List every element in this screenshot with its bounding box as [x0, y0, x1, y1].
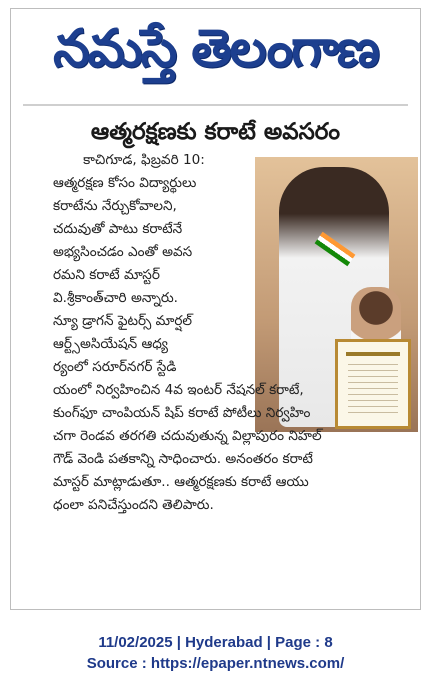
article-body — [53, 149, 403, 517]
newspaper-masthead — [11, 9, 420, 89]
footer-source-line: Source : https://epaper.ntnews.com/ — [86, 655, 345, 672]
body-line: న్యూ డ్రాగన్ ఫైటర్స్ మార్షల్ — [53, 313, 193, 329]
body-line: ఆత్మరక్షణ కోసం విద్యార్థులు — [53, 175, 197, 191]
body-line: చగా రెండవ తరగతి చదువుతున్న విల్లాపురం నిహల్ — [53, 428, 322, 444]
body-line: కాచిగూడ, ఫిబ్రవరి 10: — [83, 152, 205, 168]
body-line: యంలో నిర్వహించిన 4వ ఇంటర్ నేషనల్ కరాటే, — [53, 382, 304, 398]
body-line: ధంలా పనిచేస్తుందని తెలిపారు. — [53, 497, 214, 513]
article-headline: ఆత్మరక్షణకు కరాటే అవసరం — [90, 119, 341, 145]
body-line: గౌడ్ వెండి పతకాన్ని సాధించారు. అనంతరం కరాటే — [53, 451, 313, 467]
newspaper-clipping — [10, 8, 421, 610]
body-line: రమని కరాటే మాస్టర్ — [53, 267, 160, 283]
body-line: కుంగ్‌ఫూ చాంపియన్ షిప్ కరాటే పోటీలు నిర్వహిం — [53, 405, 311, 421]
divider-rule — [23, 104, 408, 106]
body-line: అభ్యసించడం ఎంతో అవస — [53, 244, 193, 260]
body-line: వి.శ్రీకాంత్‌చారి అన్నారు. — [53, 290, 179, 306]
clipping-footer — [0, 632, 431, 674]
body-line: మాస్టర్ మాట్లాడుతూ.. ఆత్మరక్షణకు కరాటే ఆయు — [53, 474, 309, 490]
masthead-title: నమస్తే తెలంగాణ — [53, 19, 378, 79]
body-line: ర్యంలో సరూర్‌నగర్ స్టేడి — [53, 359, 177, 375]
body-line: చదువుతో పాటు కరాటేనే — [53, 221, 183, 237]
body-line: కరాటేను నేర్చుకోవాలని, — [53, 198, 177, 214]
footer-date-line: 11/02/2025 | Hyderabad | Page : 8 — [98, 634, 333, 651]
body-line: ఆర్ట్స్అసియేషన్ ఆధ్య — [53, 336, 169, 352]
